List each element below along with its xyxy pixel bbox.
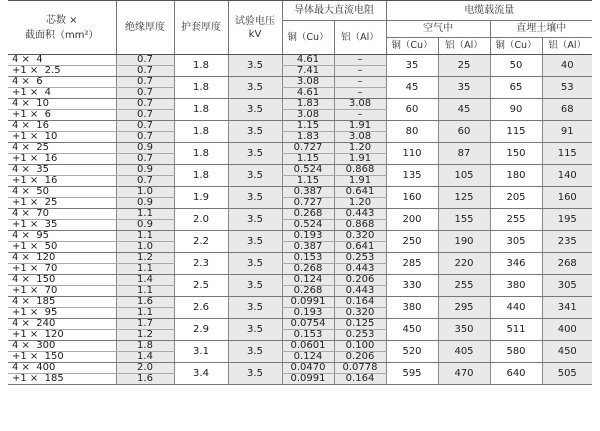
resistance-al-main: 1.20 — [334, 143, 386, 154]
current-air-cu: 135 — [386, 165, 438, 187]
current-soil-al: 40 — [542, 55, 592, 77]
current-air-al: 190 — [438, 231, 490, 253]
current-air-cu: 520 — [386, 341, 438, 363]
cable-spec-neutral: +1 × 70 — [8, 286, 116, 297]
header-resistance: 导体最大直流电阻 — [282, 1, 386, 21]
sheath-thickness: 2.0 — [174, 209, 228, 231]
resistance-cu-neutral: 0.268 — [282, 286, 334, 297]
current-soil-cu: 205 — [490, 187, 542, 209]
header-test-voltage: 试验电压 kV — [228, 1, 282, 55]
current-air-cu: 595 — [386, 363, 438, 385]
cable-spec-neutral: +1 × 25 — [8, 198, 116, 209]
table-row — [8, 341, 592, 352]
resistance-al-neutral: 1.91 — [334, 176, 386, 187]
resistance-cu-neutral: 3.08 — [282, 110, 334, 121]
test-voltage: 3.5 — [228, 121, 282, 143]
current-soil-cu: 580 — [490, 341, 542, 363]
test-voltage: 3.5 — [228, 363, 282, 385]
table-row — [8, 319, 592, 330]
current-soil-al: 450 — [542, 341, 592, 363]
resistance-al-neutral: 1.91 — [334, 154, 386, 165]
cable-spec-main: 4 × 95 — [8, 231, 116, 242]
insulation-main: 1.1 — [116, 231, 174, 242]
table-header — [8, 1, 592, 55]
sheath-thickness: 1.8 — [174, 143, 228, 165]
header-sheath: 护套厚度 — [174, 1, 228, 55]
current-soil-al: 68 — [542, 99, 592, 121]
insulation-neutral: 1.1 — [116, 286, 174, 297]
sheath-thickness: 1.8 — [174, 121, 228, 143]
resistance-al-main: 0.164 — [334, 297, 386, 308]
sheath-thickness: 3.4 — [174, 363, 228, 385]
cable-spec-neutral: +1 × 10 — [8, 132, 116, 143]
current-air-cu: 330 — [386, 275, 438, 297]
cable-spec-neutral: +1 × 6 — [8, 110, 116, 121]
current-air-al: 45 — [438, 99, 490, 121]
current-air-cu: 45 — [386, 77, 438, 99]
cable-spec-main: 4 × 150 — [8, 275, 116, 286]
resistance-cu-neutral: 0.268 — [282, 264, 334, 275]
resistance-al-main: 0.868 — [334, 165, 386, 176]
cable-spec-main: 4 × 50 — [8, 187, 116, 198]
current-air-al: 35 — [438, 77, 490, 99]
cable-spec-neutral: +1 × 4 — [8, 88, 116, 99]
insulation-neutral: 1.6 — [116, 374, 174, 385]
resistance-al-neutral: 0.164 — [334, 374, 386, 385]
resistance-al-neutral: – — [334, 110, 386, 121]
current-air-cu: 250 — [386, 231, 438, 253]
resistance-cu-neutral: 0.0991 — [282, 374, 334, 385]
resistance-al-main: 0.443 — [334, 209, 386, 220]
sheath-thickness: 1.9 — [174, 187, 228, 209]
current-soil-cu: 180 — [490, 165, 542, 187]
insulation-main: 0.7 — [116, 99, 174, 110]
test-voltage: 3.5 — [228, 143, 282, 165]
resistance-al-neutral: 0.443 — [334, 264, 386, 275]
header-soil-al: 铝（Al） — [542, 38, 592, 55]
insulation-neutral: 1.0 — [116, 242, 174, 253]
cable-spec-neutral: +1 × 16 — [8, 176, 116, 187]
table-row — [8, 165, 592, 176]
resistance-cu-neutral: 0.524 — [282, 220, 334, 231]
header-current: 电缆载流量 — [386, 1, 592, 21]
cable-spec-table — [8, 0, 592, 385]
table-row — [8, 297, 592, 308]
resistance-cu-neutral: 0.387 — [282, 242, 334, 253]
insulation-main: 1.1 — [116, 209, 174, 220]
resistance-al-main: 0.641 — [334, 187, 386, 198]
current-air-cu: 160 — [386, 187, 438, 209]
current-soil-al: 268 — [542, 253, 592, 275]
header-insulation: 绝缘厚度 — [116, 1, 174, 55]
header-soil-cu: 铜（Cu） — [490, 38, 542, 55]
resistance-al-main: 0.125 — [334, 319, 386, 330]
cable-spec-main: 4 × 6 — [8, 77, 116, 88]
resistance-cu-main: 0.153 — [282, 253, 334, 264]
cable-spec-neutral: +1 × 185 — [8, 374, 116, 385]
current-soil-cu: 440 — [490, 297, 542, 319]
cable-spec-main: 4 × 35 — [8, 165, 116, 176]
current-soil-al: 140 — [542, 165, 592, 187]
table-row — [8, 143, 592, 154]
test-voltage: 3.5 — [228, 253, 282, 275]
resistance-cu-neutral: 1.15 — [282, 176, 334, 187]
header-res-cu: 铜（Cu） — [282, 21, 334, 55]
table-row — [8, 275, 592, 286]
cable-spec-neutral: +1 × 35 — [8, 220, 116, 231]
resistance-cu-main: 0.524 — [282, 165, 334, 176]
current-soil-cu: 65 — [490, 77, 542, 99]
resistance-al-main: 0.206 — [334, 275, 386, 286]
current-air-al: 470 — [438, 363, 490, 385]
resistance-cu-main: 1.15 — [282, 121, 334, 132]
resistance-al-neutral: 0.443 — [334, 286, 386, 297]
insulation-neutral: 0.9 — [116, 220, 174, 231]
sheath-thickness: 2.6 — [174, 297, 228, 319]
table-row — [8, 121, 592, 132]
current-soil-al: 53 — [542, 77, 592, 99]
current-air-al: 350 — [438, 319, 490, 341]
sheath-thickness: 1.8 — [174, 55, 228, 77]
insulation-neutral: 0.7 — [116, 66, 174, 77]
table-row — [8, 231, 592, 242]
current-soil-al: 505 — [542, 363, 592, 385]
insulation-neutral: 1.2 — [116, 330, 174, 341]
current-soil-al: 341 — [542, 297, 592, 319]
table-row — [8, 363, 592, 374]
current-air-al: 405 — [438, 341, 490, 363]
test-voltage: 3.5 — [228, 297, 282, 319]
test-voltage: 3.5 — [228, 55, 282, 77]
resistance-cu-neutral: 7.41 — [282, 66, 334, 77]
table-row — [8, 253, 592, 264]
cable-spec-main: 4 × 10 — [8, 99, 116, 110]
resistance-cu-main: 0.268 — [282, 209, 334, 220]
resistance-al-main: – — [334, 55, 386, 66]
resistance-al-main: 3.08 — [334, 99, 386, 110]
resistance-cu-main: 1.83 — [282, 99, 334, 110]
header-air: 空气中 — [386, 21, 490, 38]
resistance-cu-main: 0.124 — [282, 275, 334, 286]
insulation-main: 1.6 — [116, 297, 174, 308]
resistance-cu-main: 0.193 — [282, 231, 334, 242]
current-air-cu: 110 — [386, 143, 438, 165]
resistance-al-main: 1.91 — [334, 121, 386, 132]
insulation-neutral: 0.7 — [116, 154, 174, 165]
cable-spec-main: 4 × 120 — [8, 253, 116, 264]
current-soil-cu: 640 — [490, 363, 542, 385]
current-soil-cu: 50 — [490, 55, 542, 77]
insulation-main: 0.9 — [116, 165, 174, 176]
table-row — [8, 187, 592, 198]
insulation-neutral: 0.7 — [116, 88, 174, 99]
resistance-cu-main: 0.0991 — [282, 297, 334, 308]
current-air-cu: 80 — [386, 121, 438, 143]
cable-spec-neutral: +1 × 120 — [8, 330, 116, 341]
resistance-cu-main: 0.0470 — [282, 363, 334, 374]
resistance-al-main: – — [334, 77, 386, 88]
current-soil-al: 115 — [542, 143, 592, 165]
current-air-cu: 285 — [386, 253, 438, 275]
resistance-cu-neutral: 4.61 — [282, 88, 334, 99]
cable-spec-neutral: +1 × 150 — [8, 352, 116, 363]
resistance-cu-neutral: 0.153 — [282, 330, 334, 341]
test-voltage: 3.5 — [228, 341, 282, 363]
insulation-neutral: 0.9 — [116, 198, 174, 209]
cable-spec-neutral: +1 × 2.5 — [8, 66, 116, 77]
resistance-al-main: 0.320 — [334, 231, 386, 242]
cable-spec-main: 4 × 4 — [8, 55, 116, 66]
test-voltage: 3.5 — [228, 187, 282, 209]
cable-spec-table-container — [8, 0, 592, 385]
current-air-al: 60 — [438, 121, 490, 143]
insulation-main: 1.4 — [116, 275, 174, 286]
resistance-cu-neutral: 0.193 — [282, 308, 334, 319]
current-soil-cu: 305 — [490, 231, 542, 253]
current-soil-al: 235 — [542, 231, 592, 253]
header-soil: 直埋土壤中 — [490, 21, 592, 38]
insulation-neutral: 1.1 — [116, 264, 174, 275]
resistance-al-neutral: – — [334, 88, 386, 99]
current-soil-al: 91 — [542, 121, 592, 143]
resistance-cu-neutral: 0.727 — [282, 198, 334, 209]
current-air-al: 87 — [438, 143, 490, 165]
test-voltage: 3.5 — [228, 319, 282, 341]
resistance-al-main: 0.0778 — [334, 363, 386, 374]
current-soil-cu: 150 — [490, 143, 542, 165]
cable-spec-main: 4 × 70 — [8, 209, 116, 220]
insulation-main: 0.7 — [116, 55, 174, 66]
current-soil-cu: 380 — [490, 275, 542, 297]
insulation-neutral: 1.1 — [116, 308, 174, 319]
sheath-thickness: 1.8 — [174, 99, 228, 121]
current-air-cu: 35 — [386, 55, 438, 77]
resistance-al-neutral: 0.320 — [334, 308, 386, 319]
resistance-al-neutral: 0.868 — [334, 220, 386, 231]
current-soil-al: 400 — [542, 319, 592, 341]
current-soil-cu: 115 — [490, 121, 542, 143]
insulation-neutral: 0.7 — [116, 110, 174, 121]
cable-spec-main: 4 × 240 — [8, 319, 116, 330]
insulation-main: 0.7 — [116, 121, 174, 132]
table-body — [8, 55, 592, 385]
test-voltage: 3.5 — [228, 231, 282, 253]
current-air-cu: 380 — [386, 297, 438, 319]
sheath-thickness: 2.3 — [174, 253, 228, 275]
current-air-al: 155 — [438, 209, 490, 231]
insulation-main: 0.9 — [116, 143, 174, 154]
insulation-main: 1.0 — [116, 187, 174, 198]
sheath-thickness: 1.8 — [174, 165, 228, 187]
resistance-al-neutral: 0.206 — [334, 352, 386, 363]
cable-spec-neutral: +1 × 70 — [8, 264, 116, 275]
resistance-cu-main: 0.727 — [282, 143, 334, 154]
sheath-thickness: 2.2 — [174, 231, 228, 253]
resistance-al-main: 0.253 — [334, 253, 386, 264]
insulation-neutral: 0.7 — [116, 176, 174, 187]
resistance-al-neutral: – — [334, 66, 386, 77]
current-air-al: 255 — [438, 275, 490, 297]
current-soil-cu: 511 — [490, 319, 542, 341]
table-row — [8, 55, 592, 66]
resistance-cu-main: 4.61 — [282, 55, 334, 66]
test-voltage: 3.5 — [228, 165, 282, 187]
insulation-main: 1.2 — [116, 253, 174, 264]
resistance-cu-neutral: 1.15 — [282, 154, 334, 165]
resistance-cu-neutral: 0.124 — [282, 352, 334, 363]
insulation-neutral: 1.4 — [116, 352, 174, 363]
cable-spec-neutral: +1 × 50 — [8, 242, 116, 253]
sheath-thickness: 2.5 — [174, 275, 228, 297]
insulation-neutral: 0.7 — [116, 132, 174, 143]
resistance-cu-main: 0.0601 — [282, 341, 334, 352]
current-soil-cu: 346 — [490, 253, 542, 275]
current-air-al: 125 — [438, 187, 490, 209]
table-row — [8, 209, 592, 220]
sheath-thickness: 2.9 — [174, 319, 228, 341]
current-air-cu: 200 — [386, 209, 438, 231]
resistance-al-main: 0.100 — [334, 341, 386, 352]
cable-spec-neutral: +1 × 16 — [8, 154, 116, 165]
current-air-cu: 450 — [386, 319, 438, 341]
header-spec: 芯数 × 截面积（mm²） — [8, 1, 116, 55]
resistance-cu-neutral: 1.83 — [282, 132, 334, 143]
resistance-cu-main: 0.387 — [282, 187, 334, 198]
cable-spec-main: 4 × 16 — [8, 121, 116, 132]
test-voltage: 3.5 — [228, 209, 282, 231]
table-row — [8, 77, 592, 88]
current-air-al: 25 — [438, 55, 490, 77]
resistance-cu-main: 0.0754 — [282, 319, 334, 330]
current-air-al: 220 — [438, 253, 490, 275]
sheath-thickness: 3.1 — [174, 341, 228, 363]
insulation-main: 1.7 — [116, 319, 174, 330]
resistance-cu-main: 3.08 — [282, 77, 334, 88]
test-voltage: 3.5 — [228, 99, 282, 121]
cable-spec-main: 4 × 185 — [8, 297, 116, 308]
test-voltage: 3.5 — [228, 77, 282, 99]
resistance-al-neutral: 0.641 — [334, 242, 386, 253]
insulation-main: 2.0 — [116, 363, 174, 374]
header-res-al: 铝（Al） — [334, 21, 386, 55]
resistance-al-neutral: 1.20 — [334, 198, 386, 209]
insulation-main: 0.7 — [116, 77, 174, 88]
current-soil-cu: 255 — [490, 209, 542, 231]
cable-spec-main: 4 × 300 — [8, 341, 116, 352]
current-air-cu: 60 — [386, 99, 438, 121]
current-air-al: 295 — [438, 297, 490, 319]
test-voltage: 3.5 — [228, 275, 282, 297]
resistance-al-neutral: 3.08 — [334, 132, 386, 143]
current-soil-al: 305 — [542, 275, 592, 297]
current-soil-cu: 90 — [490, 99, 542, 121]
current-soil-al: 160 — [542, 187, 592, 209]
header-air-al: 铝（Al） — [438, 38, 490, 55]
insulation-main: 1.8 — [116, 341, 174, 352]
cable-spec-main: 4 × 25 — [8, 143, 116, 154]
cable-spec-main: 4 × 400 — [8, 363, 116, 374]
table-row — [8, 99, 592, 110]
current-soil-al: 195 — [542, 209, 592, 231]
cable-spec-neutral: +1 × 95 — [8, 308, 116, 319]
sheath-thickness: 1.8 — [174, 77, 228, 99]
header-air-cu: 铜（Cu） — [386, 38, 438, 55]
current-air-al: 105 — [438, 165, 490, 187]
resistance-al-neutral: 0.253 — [334, 330, 386, 341]
